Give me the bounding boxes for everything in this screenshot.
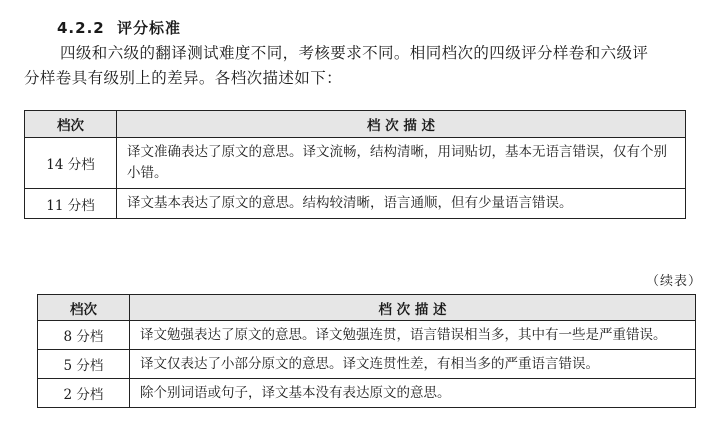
table-header-row bbox=[38, 295, 696, 321]
header-description: 档 次 描 述 bbox=[130, 295, 696, 321]
continued-label: （续表） bbox=[645, 274, 702, 289]
description-line: 小错。 bbox=[127, 165, 168, 181]
table-row bbox=[38, 379, 696, 408]
level-cell: 2 分档 bbox=[38, 379, 130, 408]
table-row bbox=[38, 350, 696, 379]
header-level: 档次 bbox=[25, 111, 117, 138]
level-cell: 11 分档 bbox=[25, 189, 117, 219]
grading-table-part2 bbox=[37, 294, 696, 408]
intro-line-2: 分样卷具有级别上的差异。各档次描述如下： bbox=[24, 69, 343, 87]
description-cell: 译文基本表达了原文的意思。结构较清晰，语言通顺，但有少量语言错误。 bbox=[117, 189, 686, 219]
level-cell: 14 分档 bbox=[25, 138, 117, 189]
intro-line-1: 四级和六级的翻译测试难度不同，考核要求不同。相同档次的四级评分样卷和六级评 bbox=[60, 44, 649, 62]
table-header-row bbox=[25, 111, 686, 138]
section-number: 4.2.2 bbox=[57, 19, 105, 37]
grading-table-part1 bbox=[24, 110, 686, 219]
table-row bbox=[38, 321, 696, 350]
header-description: 档 次 描 述 bbox=[117, 111, 686, 138]
description-cell: 除个别词语或句子，译文基本没有表达原文的意思。 bbox=[130, 379, 696, 408]
header-level: 档次 bbox=[38, 295, 130, 321]
description-line: 译文准确表达了原文的意思。译文流畅，结构清晰，用词贴切，基本无语言错误，仅有个别 bbox=[127, 144, 667, 160]
description-cell: 译文勉强表达了原文的意思。译文勉强连贯，语言错误相当多，其中有一些是严重错误。 bbox=[130, 321, 696, 350]
table-row bbox=[25, 138, 686, 189]
section-title: 评分标准 bbox=[116, 19, 181, 37]
description-cell: 译文仅表达了小部分原文的意思。译文连贯性差，有相当多的严重语言错误。 bbox=[130, 350, 696, 379]
intro-paragraph bbox=[24, 41, 704, 91]
section-heading bbox=[57, 17, 181, 38]
table-row bbox=[25, 189, 686, 219]
level-cell: 5 分档 bbox=[38, 350, 130, 379]
description-cell bbox=[117, 138, 686, 189]
level-cell: 8 分档 bbox=[38, 321, 130, 350]
